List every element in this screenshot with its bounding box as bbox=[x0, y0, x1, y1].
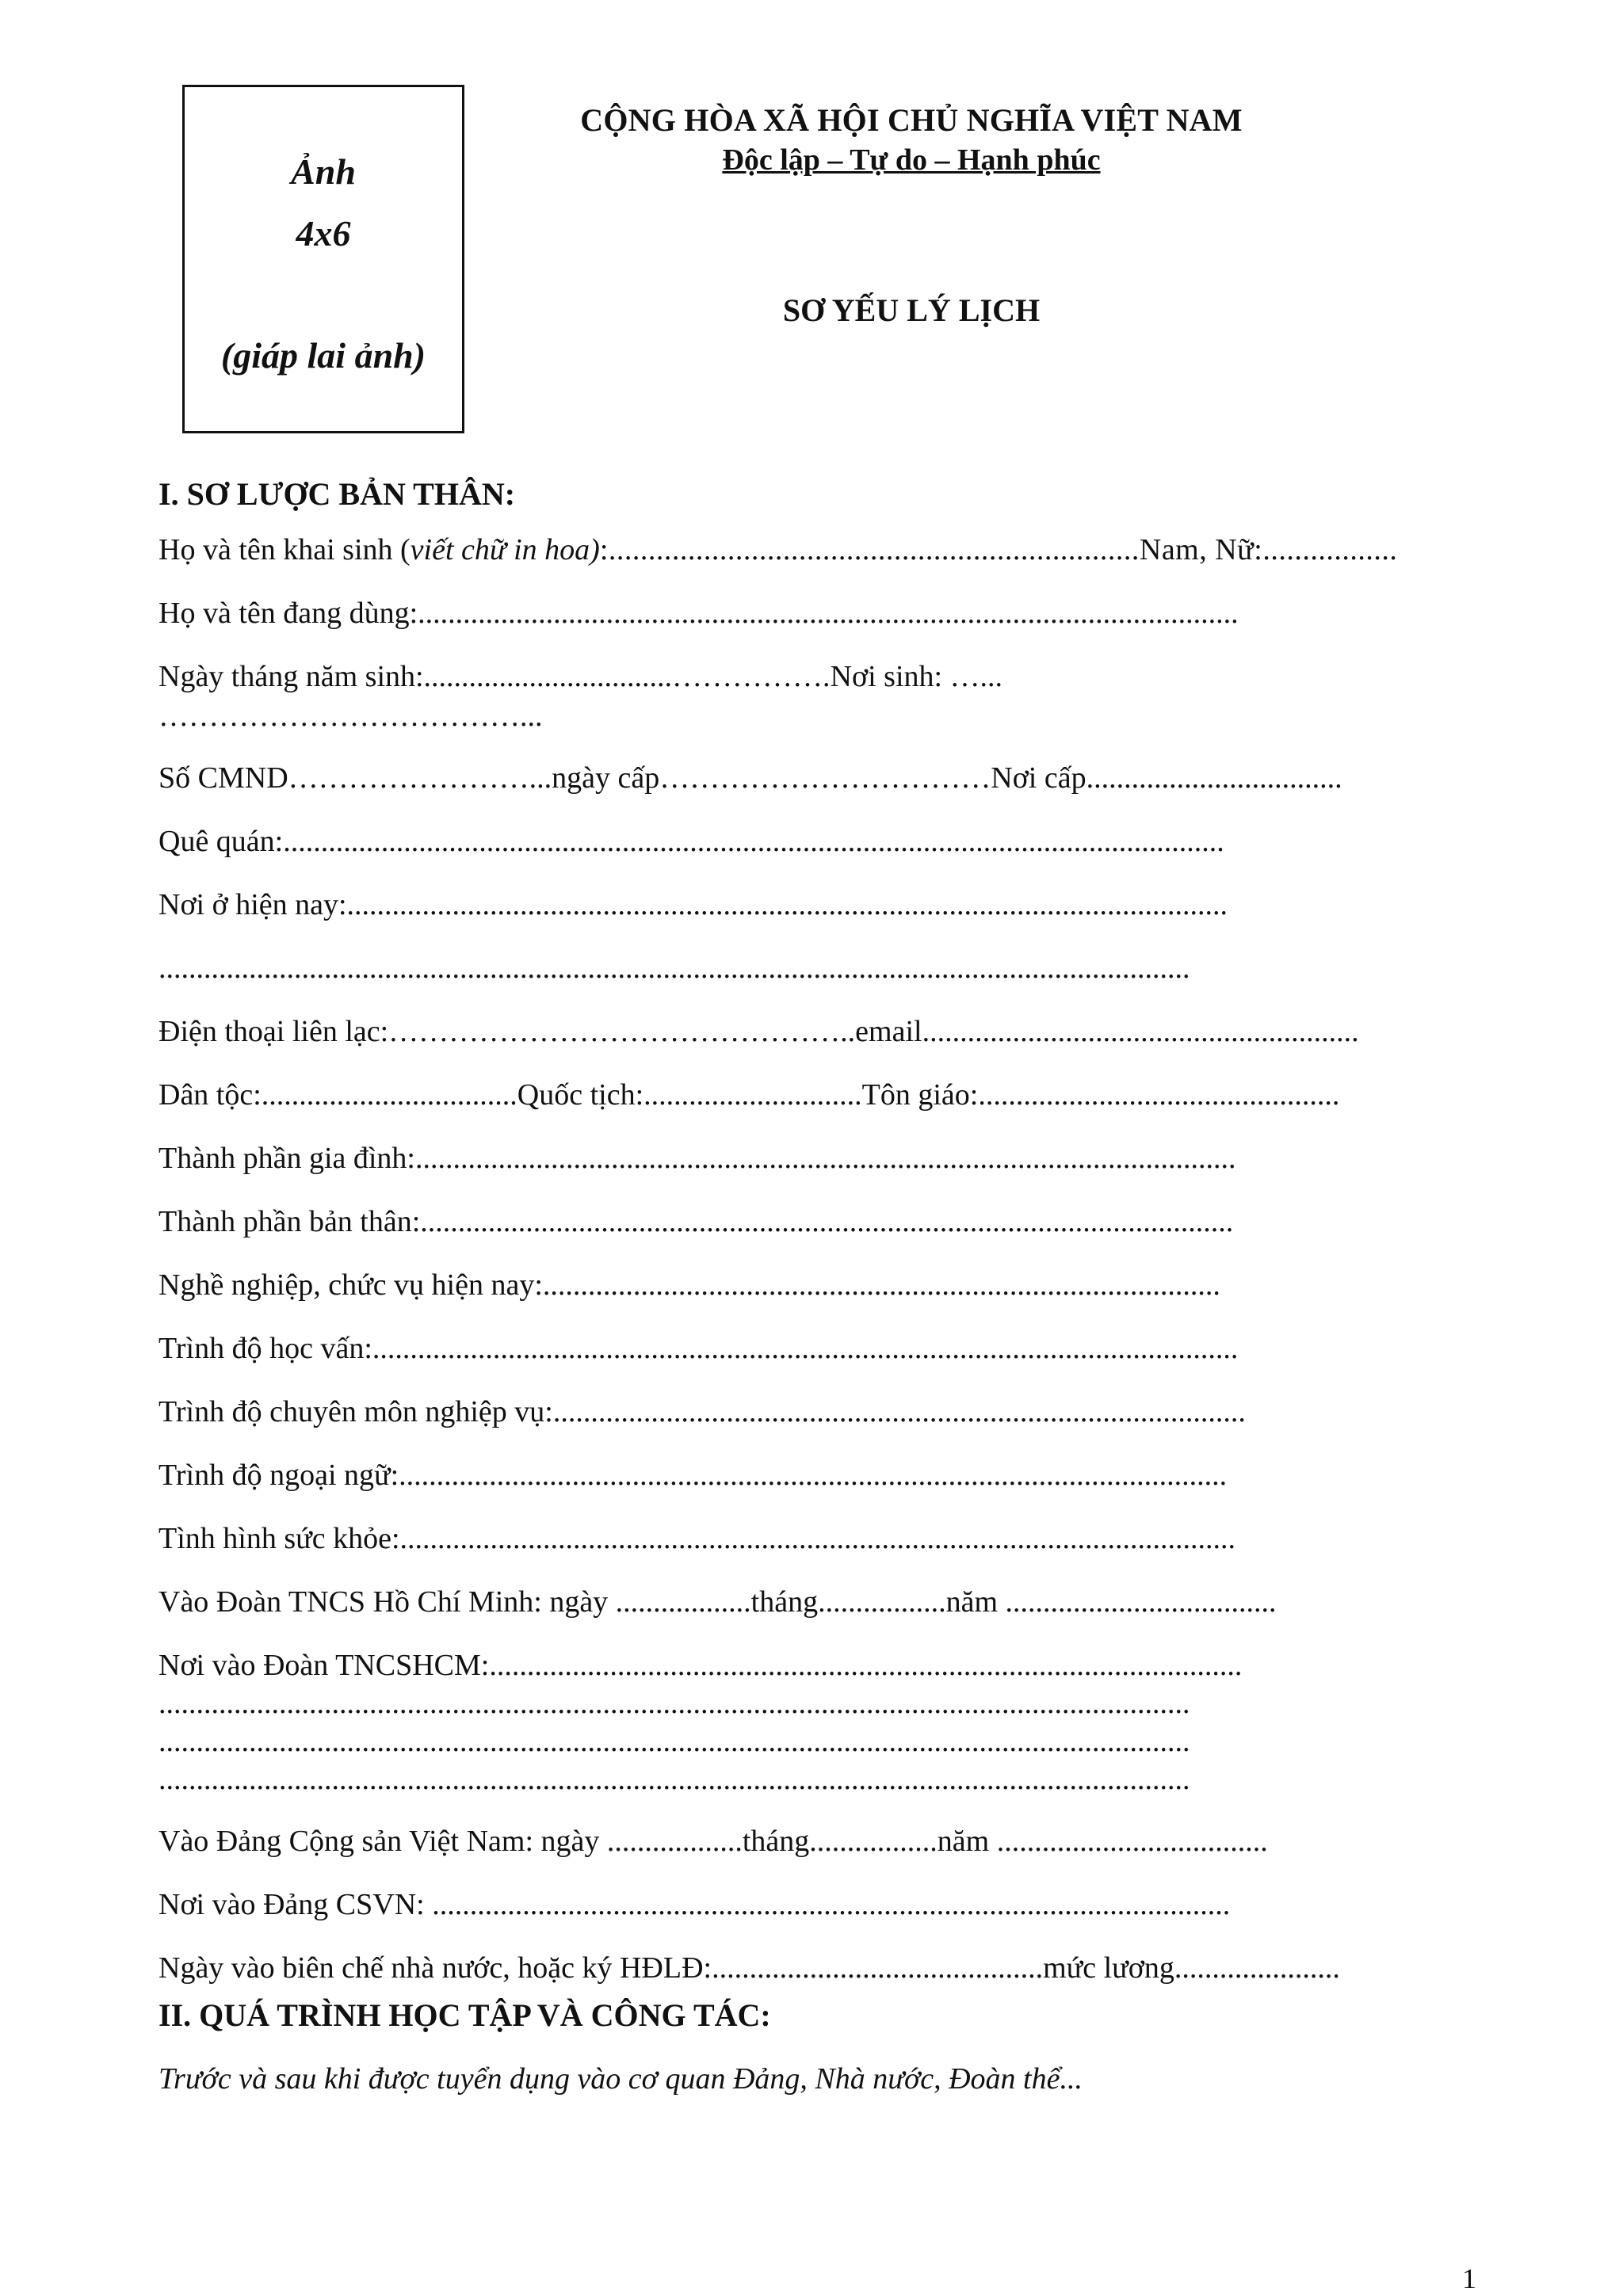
field-id-card[interactable]: Số CMND……………………...ngày cấp……………………………Nơi cấp.................................. bbox=[158, 761, 1342, 795]
field-party-place[interactable]: Nơi vào Đảng CSVN: .......................................................................................................... bbox=[158, 1888, 1231, 1921]
field-residence-cont[interactable]: ......................................................................................................................................... bbox=[158, 952, 1190, 985]
field-foreign-language[interactable]: Trình độ ngoại ngữ:.............................................................................................................. bbox=[158, 1459, 1228, 1492]
section-2-note: Trước và sau khi được tuyển dụng vào cơ quan Đảng, Nhà nước, Đoàn thể... bbox=[158, 2062, 1083, 2096]
field-party-date[interactable]: Vào Đảng Cộng sản Việt Nam: ngày ..................tháng.................năm .................................... bbox=[158, 1825, 1268, 1858]
field-youth-union-place-cont-1[interactable]: ......................................................................................................................................... bbox=[158, 1687, 1190, 1720]
field-youth-union-place-cont-2[interactable]: ......................................................................................................................................... bbox=[158, 1725, 1190, 1758]
field-ethnicity-nationality-religion[interactable]: Dân tộc:..................................Quốc tịch:.............................Tôn giáo:................................................ bbox=[158, 1078, 1340, 1112]
national-motto: Độc lập – Tự do – Hạnh phúc bbox=[722, 143, 1101, 177]
field-youth-union-place-cont-3[interactable]: ......................................................................................................................................... bbox=[158, 1763, 1190, 1796]
field-education[interactable]: Trình độ học vấn:................................................................................................................... bbox=[158, 1332, 1239, 1365]
field-birth-name-blank: :...................................................................Nam, Nữ:................. bbox=[599, 533, 1398, 566]
page-number: 1 bbox=[1462, 2263, 1476, 2294]
field-occupation[interactable]: Nghề nghiệp, chức vụ hiện nay:.......................................................................................... bbox=[158, 1268, 1220, 1302]
field-phone-email[interactable]: Điện thoại liên lạc:………………………………………..email.......................................................... bbox=[158, 1015, 1359, 1048]
field-professional-level[interactable]: Trình độ chuyên môn nghiệp vụ:............................................................................................ bbox=[158, 1395, 1246, 1428]
field-employment-salary[interactable]: Ngày vào biên chế nhà nước, hoặc ký HĐLĐ:............................................mức lương...................... bbox=[158, 1951, 1340, 1985]
photo-stamp-note: (giáp lai ảnh) bbox=[220, 335, 426, 376]
document-title: SƠ YẾU LÝ LỊCH bbox=[782, 292, 1041, 328]
field-used-name[interactable]: Họ và tên đang dùng:............................................................................................................. bbox=[158, 597, 1239, 630]
field-youth-union-place[interactable]: Nơi vào Đoàn TNCSHCM:.................................................................................................... bbox=[158, 1649, 1243, 1682]
photo-label: Ảnh bbox=[291, 151, 356, 192]
field-date-of-birth[interactable]: Ngày tháng năm sinh:.................................…………….Nơi sinh: …... bbox=[158, 660, 1003, 693]
field-health[interactable]: Tình hình sức khỏe:............................................................................................................... bbox=[158, 1522, 1236, 1555]
photo-size-label: 4x6 bbox=[296, 213, 351, 254]
field-date-of-birth-cont[interactable]: ………………………………... bbox=[158, 700, 543, 733]
field-birth-name-label: Họ và tên khai sinh ( bbox=[158, 533, 411, 566]
field-family-class[interactable]: Thành phần gia đình:............................................................................................................. bbox=[158, 1142, 1236, 1175]
field-birth-name[interactable] bbox=[158, 531, 1484, 569]
section-2-heading: II. QUÁ TRÌNH HỌC TẬP VÀ CÔNG TÁC: bbox=[158, 1997, 771, 2033]
field-youth-union-date[interactable]: Vào Đoàn TNCS Hồ Chí Minh: ngày ..................tháng.................năm .................................... bbox=[158, 1585, 1277, 1619]
section-1-heading: I. SƠ LƯỢC BẢN THÂN: bbox=[158, 476, 516, 512]
national-title: CỘNG HÒA XÃ HỘI CHỦ NGHĨA VIỆT NAM bbox=[580, 102, 1243, 138]
photo-placeholder-box bbox=[182, 85, 464, 433]
field-self-class[interactable]: Thành phần bản thân:............................................................................................................ bbox=[158, 1205, 1234, 1238]
field-hometown[interactable]: Quê quán:............................................................................................................................. bbox=[158, 825, 1224, 858]
field-birth-name-hint: viết chữ in hoa) bbox=[410, 533, 600, 566]
field-residence[interactable]: Nơi ở hiện nay:..................................................................................................................... bbox=[158, 888, 1228, 921]
